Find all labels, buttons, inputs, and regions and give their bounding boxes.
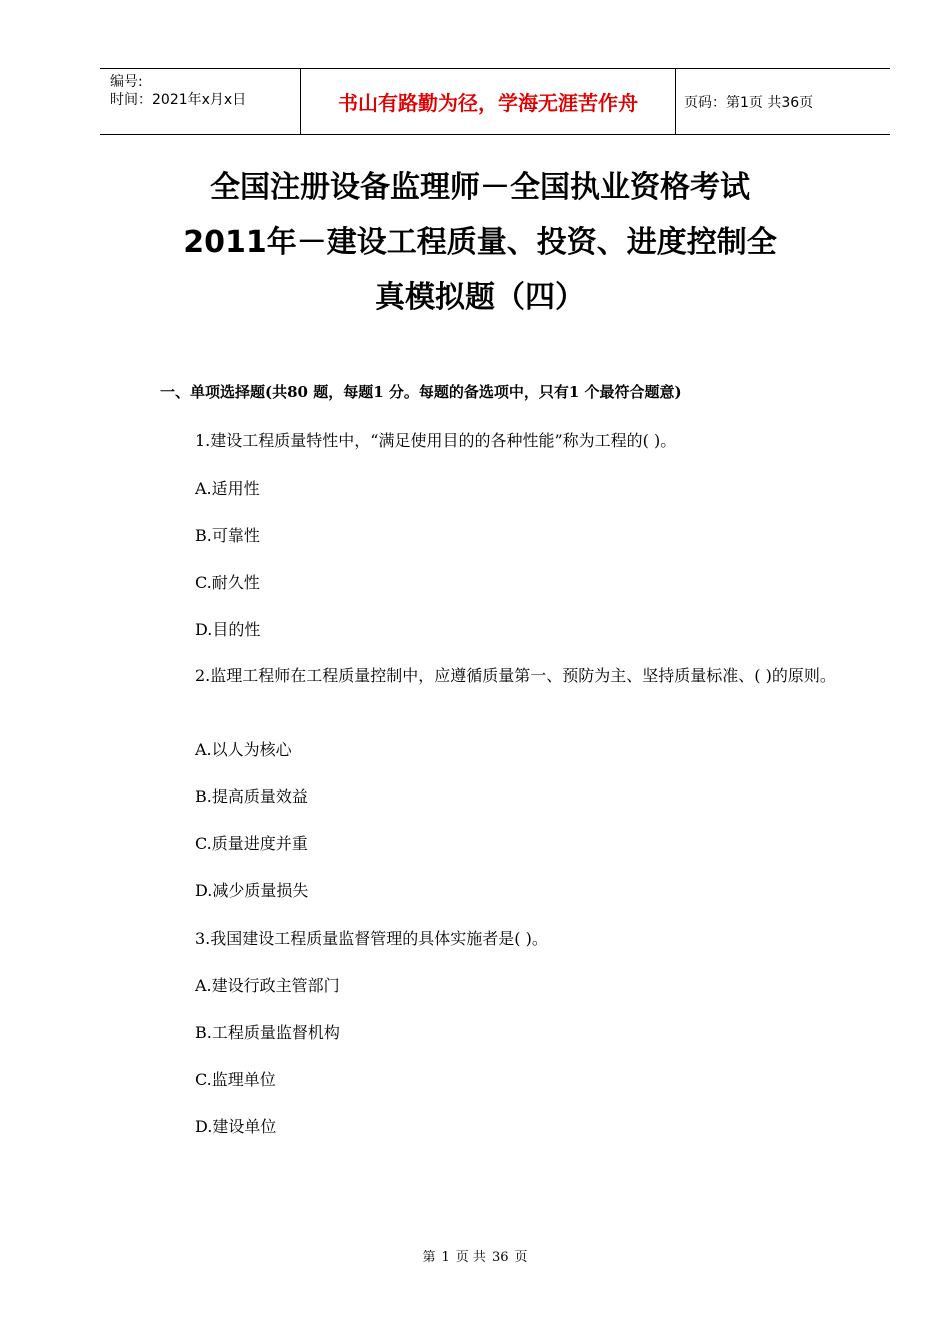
option-item: C.耐久性 xyxy=(195,573,260,592)
option-item: D.减少质量损失 xyxy=(195,881,309,900)
option-item: D.目的性 xyxy=(195,620,261,639)
header-meta xyxy=(100,69,301,134)
option-item: C.监理单位 xyxy=(195,1070,276,1089)
header-motto: 书山有路勤为径，学海无涯苦作舟 xyxy=(301,69,676,134)
option-item: A.以人为核心 xyxy=(195,740,292,759)
option-item: B.提高质量效益 xyxy=(195,787,308,806)
page-header xyxy=(100,68,890,135)
title-line: 2011年－建设工程质量、投资、进度控制全 xyxy=(183,225,777,260)
option-item: D.建设单位 xyxy=(195,1117,277,1136)
title-line: 真模拟题（四） xyxy=(375,280,585,315)
footer-total-pages: 36 xyxy=(491,1250,509,1265)
question-stem: 1.建设工程质量特性中，“满足使用目的的各种性能”称为工程的( )。 xyxy=(195,431,677,450)
document-title xyxy=(120,160,840,325)
section-heading: 一、单项选择题(共80 题，每题1 分。每题的备选项中，只有1 个最符合题意) xyxy=(160,383,682,401)
time-label: 时间：2021年x月x日 xyxy=(110,92,247,108)
option-item: B.工程质量监督机构 xyxy=(195,1023,340,1042)
option-item: B.可靠性 xyxy=(195,526,260,545)
question-stem: 2.监理工程师在工程质量控制中，应遵循质量第一、预防为主、坚持质量标准、( )的原则。 xyxy=(195,666,836,685)
footer-mid: 页 共 xyxy=(455,1250,486,1265)
option-item: A.建设行政主管部门 xyxy=(195,976,340,995)
title-line: 全国注册设备监理师－全国执业资格考试 xyxy=(210,170,750,205)
question-stem: 3.我国建设工程质量监督管理的具体实施者是( )。 xyxy=(195,929,548,948)
option-item: A.适用性 xyxy=(195,479,260,498)
footer-current-page: 1 xyxy=(441,1250,450,1265)
serial-label: 编号: xyxy=(110,74,143,90)
page-footer xyxy=(0,1246,950,1265)
footer-prefix: 第 xyxy=(422,1250,436,1265)
option-item: C.质量进度并重 xyxy=(195,834,308,853)
footer-suffix: 页 xyxy=(514,1250,528,1265)
header-page-info: 页码：第1页 共36页 xyxy=(684,94,814,111)
